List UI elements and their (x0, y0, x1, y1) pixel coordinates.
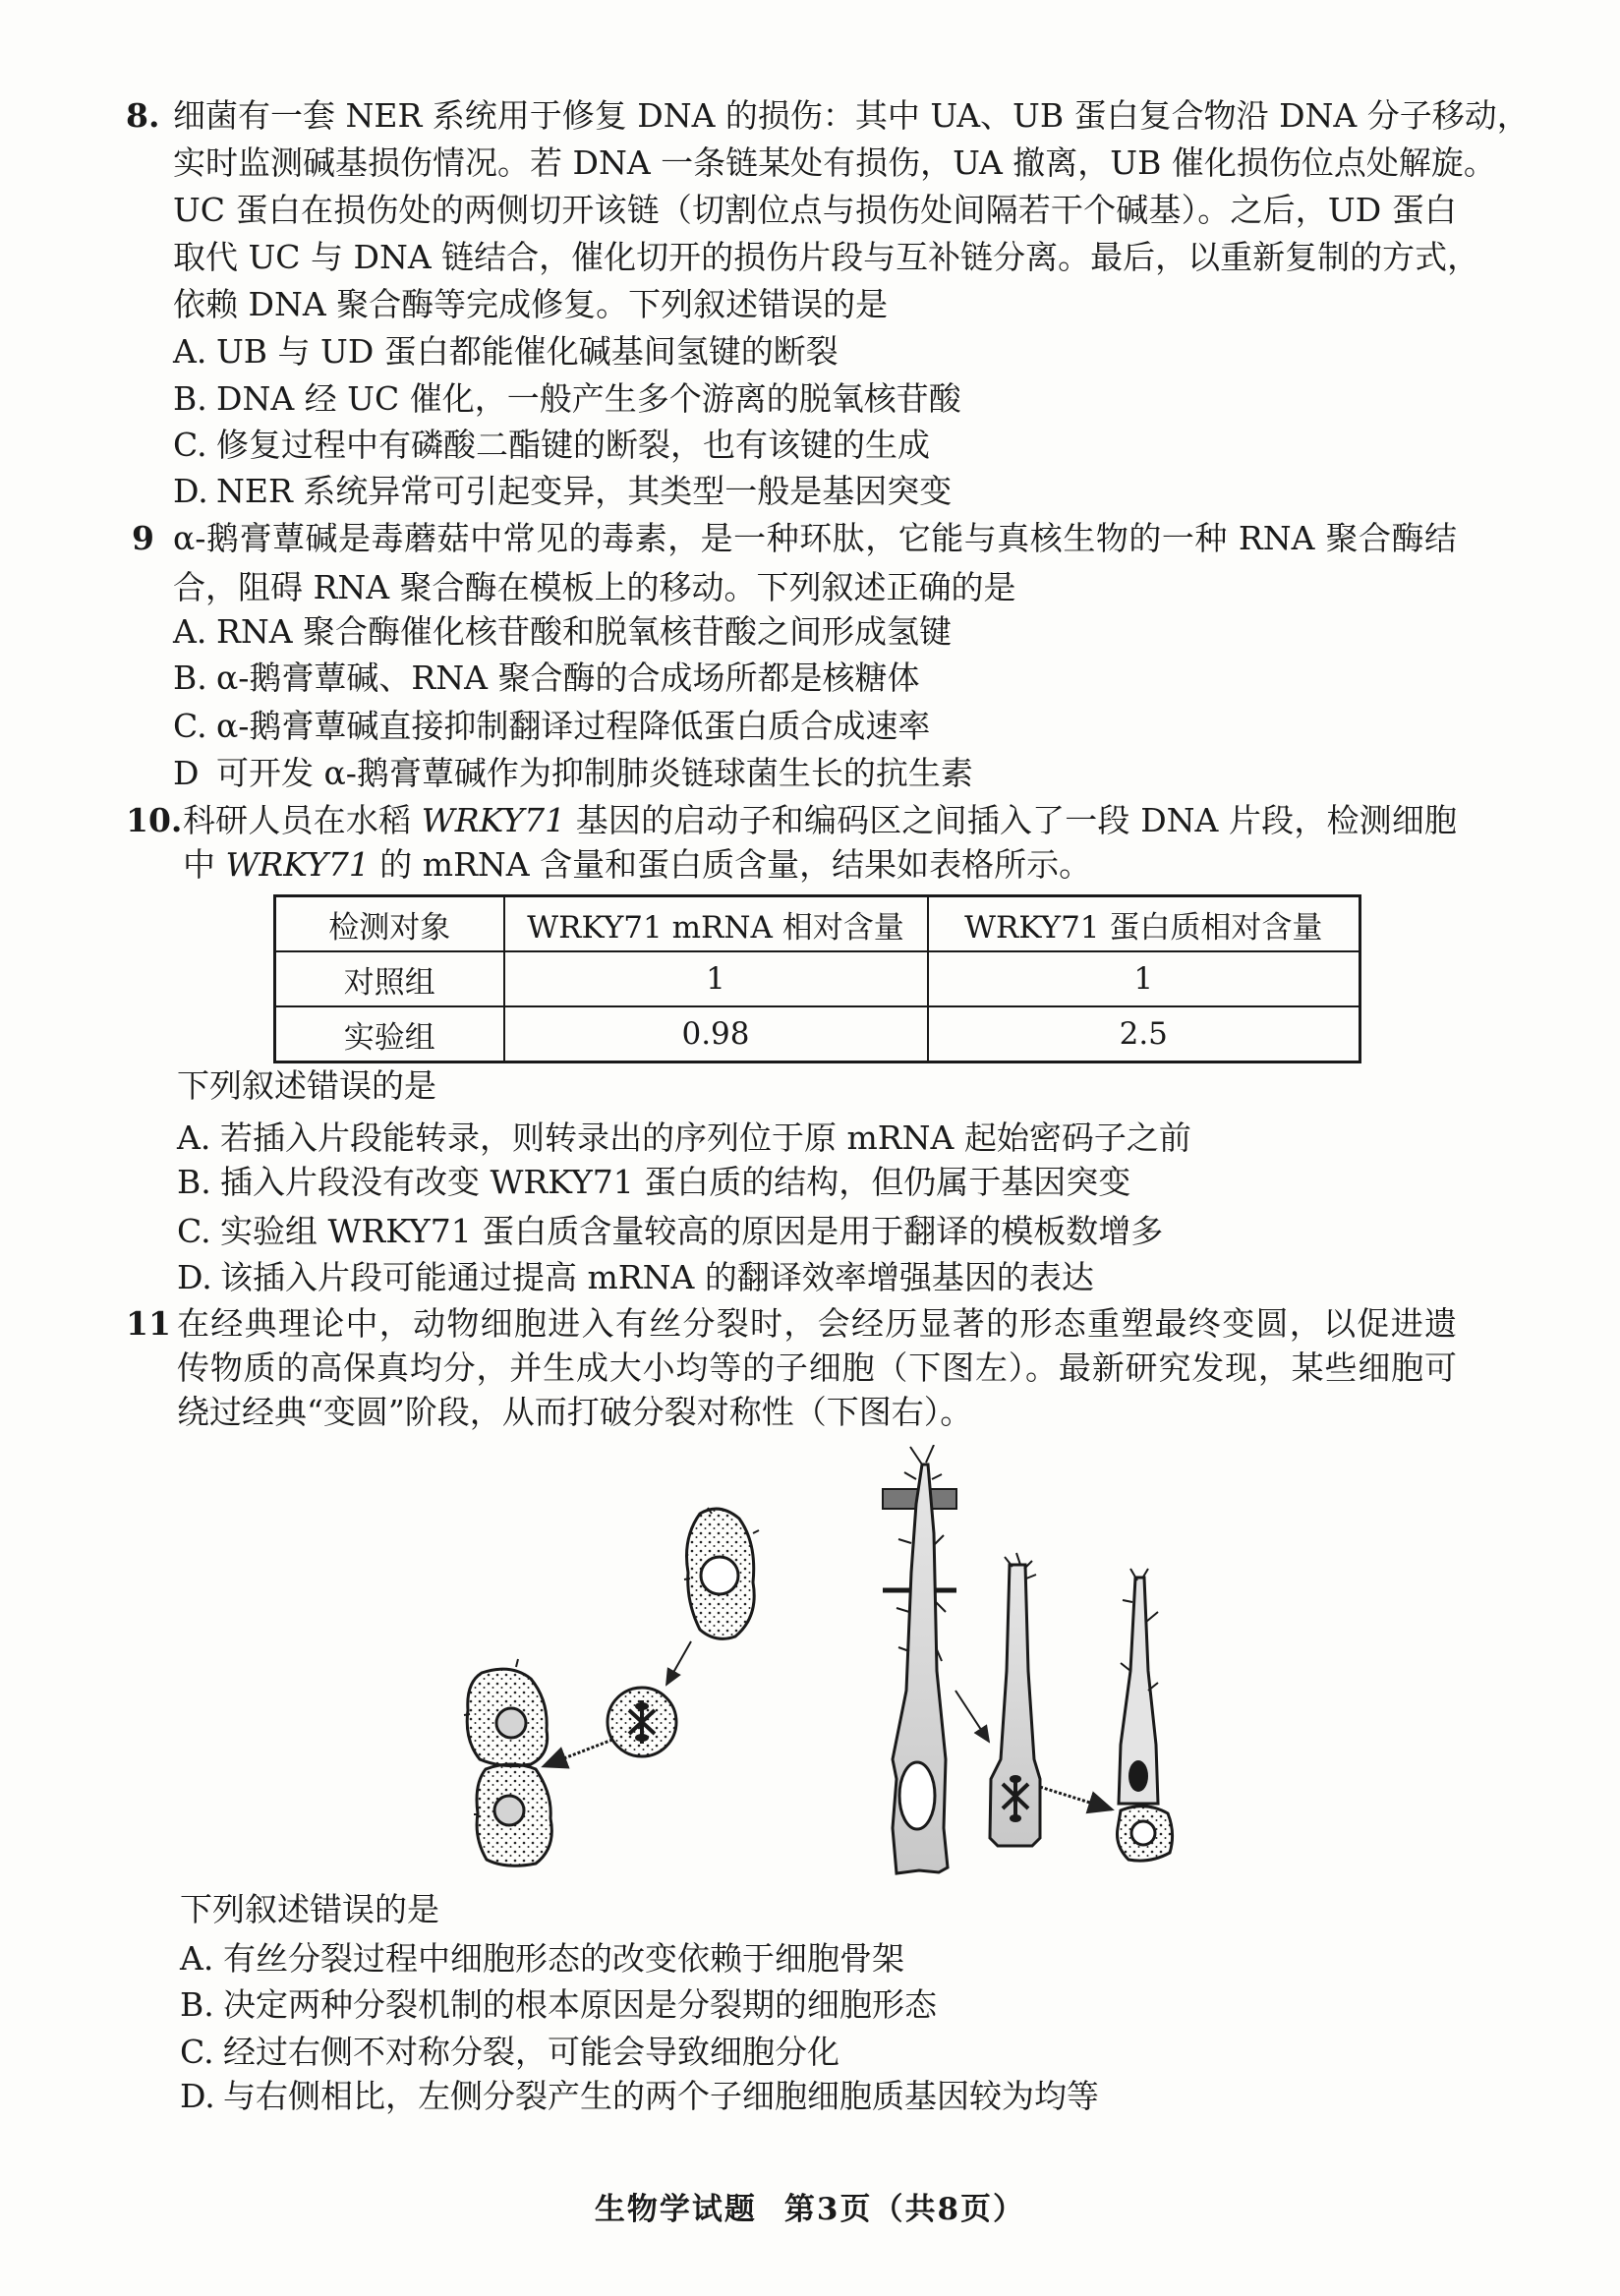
question-text-line: 合，阻碍 RNA 聚合酶在模板上的移动。下列叙述正确的是 (173, 568, 1016, 606)
table-row (275, 951, 1360, 1006)
table-cell: 2.5 (928, 1006, 1360, 1062)
option-b[interactable] (173, 657, 919, 700)
option-a[interactable] (180, 1937, 904, 1980)
question-text-line: 细菌有一套 NER 系统用于修复 DNA 的损伤：其中 UA、UB 蛋白复合物沿 DNA 分子移动， (173, 96, 1530, 135)
results-table (273, 894, 1361, 1063)
text-segment: 科研人员在水稻 (183, 801, 422, 839)
option-letter: C. (180, 2033, 214, 2071)
exam-subject: 生物学试题 (594, 2192, 757, 2227)
option-c[interactable] (177, 1210, 1163, 1253)
page-footer (0, 2184, 1620, 2228)
table-cell: 1 (504, 951, 928, 1006)
text-segment: 的 mRNA 含量和蛋白质含量，结果如表格所示。 (369, 845, 1092, 884)
option-letter: D. (180, 2077, 215, 2115)
option-a[interactable] (173, 610, 952, 654)
table-header-cell: WRKY71 mRNA 相对含量 (504, 896, 928, 952)
question-text-line: 依赖 DNA 聚合酶等完成修复。下列叙述错误的是 (173, 285, 889, 323)
option-text: 插入片段没有改变 WRKY71 蛋白质的结构，但仍属于基因突变 (220, 1163, 1131, 1201)
option-letter: D. (177, 1258, 212, 1296)
table-cell: 1 (928, 951, 1360, 1006)
question-number: 11 (126, 1304, 171, 1343)
option-text: α-鹅膏蕈碱、RNA 聚合酶的合成场所都是核糖体 (216, 659, 920, 697)
option-text: 经过右侧不对称分裂，可能会导致细胞分化 (223, 2033, 839, 2071)
daughter-cell-round (1117, 1807, 1172, 1861)
question-number: 9 (132, 519, 154, 557)
option-c[interactable] (180, 2031, 839, 2074)
question-number: 8. (126, 96, 160, 135)
symmetric-division-diagram (464, 1508, 759, 1866)
option-letter: A. (173, 332, 207, 371)
option-d[interactable] (177, 1256, 1094, 1299)
option-text: 实验组 WRKY71 蛋白质含量较高的原因是用于翻译的模板数增多 (220, 1212, 1164, 1250)
dividing-elongated-cell (990, 1553, 1040, 1846)
table-row (275, 1006, 1360, 1062)
option-c[interactable] (173, 705, 930, 748)
option-text: 有丝分裂过程中细胞形态的改变依赖于细胞骨架 (223, 1939, 904, 1978)
asymmetric-division-diagram (883, 1445, 1173, 1873)
option-a[interactable] (173, 330, 839, 373)
option-letter: A. (177, 1119, 211, 1157)
table-cell: 0.98 (504, 1006, 928, 1062)
option-text: α-鹅膏蕈碱直接抑制翻译过程降低蛋白质合成速率 (216, 707, 931, 745)
question-text-line: 绕过经典“变圆”阶段，从而打破分裂对称性（下图右）。 (177, 1393, 973, 1431)
question-text-line (183, 843, 1091, 887)
table-header-row (275, 896, 1360, 952)
option-letter: D (173, 754, 200, 792)
option-letter: C. (173, 707, 207, 745)
rounded-mitotic-cell (608, 1688, 676, 1756)
option-letter: A. (173, 612, 207, 651)
option-text: 可开发 α-鹅膏蕈碱作为抑制肺炎链球菌生长的抗生素 (216, 754, 973, 792)
cell-division-figure (452, 1445, 1219, 1897)
question-text-line (183, 799, 1457, 842)
table-header-cell: WRKY71 蛋白质相对含量 (928, 896, 1360, 952)
question-prompt: 下列叙述错误的是 (177, 1066, 436, 1105)
arrow-icon (666, 1641, 691, 1685)
option-text: 决定两种分裂机制的根本原因是分裂期的细胞形态 (223, 1985, 937, 2024)
option-d[interactable] (173, 470, 952, 513)
option-letter: B. (180, 1985, 214, 2024)
option-d[interactable] (173, 752, 973, 795)
option-letter: C. (173, 426, 207, 464)
option-c[interactable] (173, 424, 930, 467)
option-text: NER 系统异常可引起变异，其类型一般是基因突变 (216, 472, 953, 510)
question-number: 10. (126, 801, 183, 839)
elongated-cell (883, 1445, 956, 1873)
table-cell: 实验组 (275, 1006, 504, 1062)
option-d[interactable] (180, 2075, 1099, 2118)
option-text: DNA 经 UC 催化，一般产生多个游离的脱氧核苷酸 (216, 379, 961, 418)
option-text: UB 与 UD 蛋白都能催化碱基间氢键的断裂 (216, 332, 839, 371)
arrow-icon (955, 1691, 989, 1742)
daughter-cell-bottom (474, 1764, 551, 1866)
option-letter: A. (180, 1939, 214, 1978)
interphase-cell (684, 1508, 759, 1638)
text-segment: 中 (183, 845, 226, 884)
option-a[interactable] (177, 1117, 1191, 1160)
question-prompt: 下列叙述错误的是 (180, 1890, 439, 1928)
option-text: 该插入片段可能通过提高 mRNA 的翻译效率增强基因的表达 (220, 1258, 1094, 1296)
dotted-arrow-icon (544, 1740, 612, 1766)
option-letter: D. (173, 472, 208, 510)
question-text-line: α-鹅膏蕈碱是毒蘑菇中常见的毒素，是一种环肽，它能与真核生物的一种 RNA 聚合酶结 (173, 519, 1457, 557)
text-segment: 基因的启动子和编码区之间插入了一段 DNA 片段，检测细胞 (565, 801, 1457, 839)
question-text-line: 实时监测碱基损伤情况。若 DNA 一条链某处有损伤，UA 撤离，UB 催化损伤位点处解旋。 (173, 144, 1496, 182)
option-letter: B. (177, 1163, 211, 1201)
daughter-cell-top (464, 1659, 548, 1766)
option-text: 若插入片段能转录，则转录出的序列位于原 mRNA 起始密码子之前 (220, 1119, 1191, 1157)
page-number: 第3页（共8页） (783, 2192, 1026, 2227)
table-header-cell: 检测对象 (275, 896, 504, 952)
option-b[interactable] (173, 377, 961, 421)
question-text-line: 在经典理论中，动物细胞进入有丝分裂时，会经历显著的形态重塑最终变圆，以促进遗 (177, 1304, 1457, 1343)
option-text: 修复过程中有磷酸二酯键的断裂，也有该键的生成 (216, 426, 930, 464)
option-text: 与右侧相比，左侧分裂产生的两个子细胞细胞质基因较为均等 (223, 2077, 1099, 2115)
daughter-cell-elongated (1119, 1569, 1158, 1804)
dotted-arrow-icon (1040, 1787, 1112, 1809)
option-b[interactable] (177, 1161, 1130, 1204)
question-text-line: 传物质的高保真均分，并生成大小均等的子细胞（下图左）。最新研究发现，某些细胞可 (177, 1349, 1457, 1387)
option-letter: B. (173, 379, 207, 418)
option-letter: B. (173, 659, 207, 697)
gene-name: WRKY71 (225, 845, 370, 884)
option-text: RNA 聚合酶催化核苷酸和脱氧核苷酸之间形成氢键 (216, 612, 953, 651)
gene-name: WRKY71 (421, 801, 566, 839)
question-text-line: UC 蛋白在损伤处的两侧切开该链（切割位点与损伤处间隔若干个碱基）。之后，UD 蛋白 (173, 191, 1457, 229)
option-letter: C. (177, 1212, 211, 1250)
option-b[interactable] (180, 1983, 937, 2027)
table-cell: 对照组 (275, 951, 504, 1006)
question-text-line: 取代 UC 与 DNA 链结合，催化切开的损伤片段与互补链分离。最后，以重新复制的方式， (173, 238, 1480, 276)
